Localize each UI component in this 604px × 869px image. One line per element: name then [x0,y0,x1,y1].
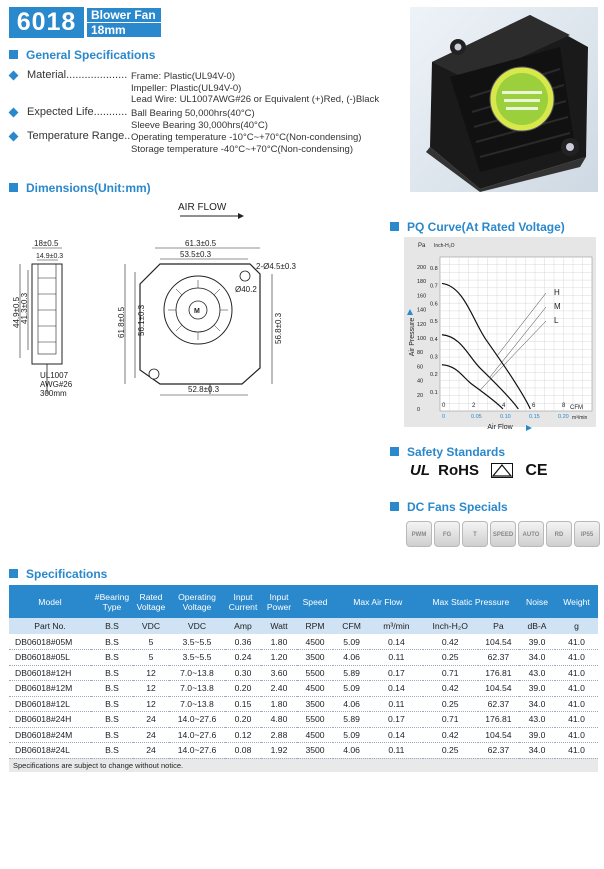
table-cell: 41.0 [555,650,598,666]
table-cell: 5.09 [333,727,370,743]
table-cell: 5.89 [333,712,370,728]
pq-pa-tick: 160 [417,293,427,300]
unit-cell: Watt [261,618,297,634]
dc-feature-label: PWM [411,532,427,538]
left-height-label: 61.8±0.5 [117,306,126,338]
table-cell: 0.11 [370,696,422,712]
table-cell: B.S [91,681,133,697]
table-cell: 5.09 [333,681,370,697]
product-photo [410,7,598,192]
pq-m3-tick: 0.15 [529,414,540,420]
pq-unit-m3: m³/min [572,415,588,421]
table-cell: DB06018#12M [9,681,91,697]
temperature-value: Operating temperature -10°C~+70°C(Non-condensing) [131,132,362,143]
unit-cell: VDC [169,618,225,634]
diamond-bullet-icon [9,71,19,81]
life-value: Sleeve Bearing 30,000hrs(40°C) [131,119,268,131]
table-cell: 0.17 [370,712,422,728]
table-cell: 41.0 [555,665,598,681]
dc-feature-label: FG [442,532,452,538]
table-row [9,665,598,681]
pq-pa-tick: 80 [417,350,424,357]
diamond-bullet-icon [9,132,19,142]
table-cell: B.S [91,743,133,759]
table-cell: 0.25 [423,743,478,759]
table-cell: 176.81 [478,712,519,728]
top-width-inner-label: 53.5±0.3 [180,250,212,259]
table-cell: 0.71 [423,712,478,728]
table-cell: 1.80 [261,634,297,650]
table-cell: 0.12 [225,727,261,743]
table-cell: 0.08 [225,743,261,759]
section-marker [9,50,18,59]
table-cell: 43.0 [519,712,555,728]
pq-unit-cfm: CFM [570,405,583,411]
unit-cell: RPM [297,618,333,634]
unit-cell: Pa [478,618,519,634]
table-cell: 4.06 [333,743,370,759]
table-cell: 3.5~5.5 [169,634,225,650]
table-cell: 41.0 [555,743,598,759]
table-cell: 41.0 [555,727,598,743]
table-cell: 2.88 [261,727,297,743]
table-cell: 5.89 [333,665,370,681]
table-cell: 0.36 [225,634,261,650]
table-cell: 24 [133,712,169,728]
table-cell: 0.17 [370,665,422,681]
table-cell: DB06018#24L [9,743,91,759]
pq-pa-tick: 0 [417,407,421,413]
table-cell: 4500 [297,634,333,650]
table-row [9,681,598,697]
table-header-row [9,585,598,618]
wire-spec-line: AWG#26 [40,380,73,389]
table-row [9,634,598,650]
wire-spec-line: UL1007 [40,371,69,380]
table-row [9,712,598,728]
pq-pa-tick: 140 [417,307,427,314]
table-cell: 3500 [297,696,333,712]
table-cell: 0.42 [423,727,478,743]
table-cell: 1.92 [261,743,297,759]
unit-cell: Inch-H₂O [423,618,478,634]
table-cell: 0.14 [370,727,422,743]
dc-heading: DC Fans Specials [407,500,508,514]
model-number: 6018 [9,7,84,38]
side-height-inner-label: 41.3±0.3 [20,292,29,324]
dc-feature-label: SPEED [492,532,514,538]
col-header: Rated Voltage [133,585,169,618]
safety-logos [410,462,548,480]
table-cell: B.S [91,665,133,681]
table-cell: B.S [91,727,133,743]
table-cell: 1.20 [261,650,297,666]
table-cell: 41.0 [555,712,598,728]
dc-feature-icon [574,521,600,547]
temperature-label: Temperature Range.. [27,130,131,142]
table-cell: 41.0 [555,696,598,712]
table-row [9,743,598,759]
table-cell: 0.14 [370,634,422,650]
pq-curve-label: L [554,316,559,325]
table-cell: 0.14 [370,681,422,697]
table-cell: 41.0 [555,681,598,697]
table-cell: 3.5~5.5 [169,650,225,666]
table-cell: 4.06 [333,696,370,712]
pq-pa-tick: 120 [417,321,427,328]
table-cell: 0.25 [423,696,478,712]
pq-inh2o-tick: 0.3 [430,354,438,361]
table-cell: 41.0 [555,634,598,650]
pq-cfm-tick: 8 [562,403,566,409]
pq-inh2o-tick: 0.8 [430,266,438,272]
table-cell: 5 [133,634,169,650]
unit-cell: B.S [91,618,133,634]
pq-curve-label: M [554,302,561,311]
table-cell: 0.42 [423,681,478,697]
table-cell: 43.0 [519,665,555,681]
pq-cfm-tick: 6 [532,403,536,409]
pq-heading: PQ Curve(At Rated Voltage) [407,220,565,234]
unit-cell: VDC [133,618,169,634]
pq-m3-tick: 0.20 [558,414,569,420]
table-cell: DB06018#24M [9,727,91,743]
product-subtitle: 18mm thick [87,23,161,37]
col-header: Weight [555,585,598,618]
pq-inh2o-tick: 0.7 [430,283,438,290]
table-cell: 2.40 [261,681,297,697]
table-cell: 3.60 [261,665,297,681]
pq-xlabel: Air Flow [487,424,513,431]
col-header: Model [9,585,91,618]
table-cell: 104.54 [478,634,519,650]
table-cell: 5500 [297,712,333,728]
table-cell: 0.25 [423,650,478,666]
table-cell: 12 [133,681,169,697]
table-cell: 3500 [297,743,333,759]
diamond-bullet-icon [9,108,19,118]
svg-text:M: M [194,308,200,315]
side-height-label: 44.9±0.5 [12,296,21,328]
dc-feature-label: RD [554,532,564,538]
specs-heading: Specifications [26,567,108,581]
table-cell: 7.0~13.8 [169,681,225,697]
side-width-label: 18±0.5 [34,239,59,248]
table-cell: 104.54 [478,681,519,697]
table-cell: 62.37 [478,743,519,759]
pq-ylabel: Air Pressure [409,317,416,357]
unit-cell: CFM [333,618,370,634]
table-cell: DB06018#12H [9,665,91,681]
table-cell: 1.80 [261,696,297,712]
life-values [131,108,268,131]
table-cell: 0.20 [225,681,261,697]
airflow-label: AIR FLOW [178,202,227,213]
units-row [9,618,598,634]
table-cell: 39.0 [519,634,555,650]
pq-m3-tick: 0.10 [500,414,511,420]
spec-table [9,585,598,772]
dc-feature-icon [434,521,460,547]
unit-cell: Amp [225,618,261,634]
pq-m3-tick: 0.05 [471,414,482,420]
table-cell: 14.0~27.6 [169,727,225,743]
unit-cell: dB-A [519,618,555,634]
section-marker [9,569,18,578]
material-value: Frame: Plastic(UL94V-0) [131,71,236,82]
pq-pa-tick: 40 [417,378,424,385]
tuv-logo-icon [491,463,513,478]
table-cell: 0.42 [423,634,478,650]
col-header: Max Air Flow [333,585,423,618]
table-cell: 62.37 [478,650,519,666]
table-cell: 104.54 [478,727,519,743]
section-marker [390,222,399,231]
left-height-inner-label: 56.1±0.3 [137,304,146,336]
table-cell: 0.11 [370,743,422,759]
pq-cfm-tick: 2 [472,403,476,409]
table-cell: 0.30 [225,665,261,681]
pq-cfm-tick: 0 [442,403,446,409]
pq-unit-pa: Pa [418,243,426,249]
pq-inh2o-tick: 0.1 [430,389,438,396]
table-cell: DB06018#05M [9,634,91,650]
table-cell: 34.0 [519,696,555,712]
temperature-value: Storage temperature -40°C~+70°C(Non-condensing) [131,143,353,155]
section-marker [390,502,399,511]
table-cell: 7.0~13.8 [169,665,225,681]
section-marker [9,183,18,192]
table-cell: 0.11 [370,650,422,666]
table-cell: 14.0~27.6 [169,712,225,728]
table-cell: 0.20 [225,712,261,728]
table-cell: B.S [91,634,133,650]
pq-inh2o-tick: 0.6 [430,301,438,308]
header [9,7,209,51]
table-note: Specifications are subject to change without notice. [9,758,598,772]
table-cell: 24 [133,743,169,759]
table-cell: 4.80 [261,712,297,728]
table-cell: 12 [133,665,169,681]
pq-m3-tick: 0 [442,414,446,420]
life-label: Expected Life........... [27,106,128,118]
table-cell: 24 [133,727,169,743]
hub-diameter-label: Ø40.2 [235,285,257,294]
general-heading: General Specifications [26,48,156,62]
col-header: #Bearing Type [91,585,133,618]
top-width-label: 61.3±0.5 [185,239,217,248]
table-cell: DB06018#24H [9,712,91,728]
table-note-row [9,758,598,772]
material-value: Impeller: Plastic(UL94V-0) [131,82,242,94]
table-cell: 3500 [297,650,333,666]
table-cell: 34.0 [519,650,555,666]
dc-feature-label: IP55 [580,532,594,538]
pq-pa-tick: 180 [417,279,427,286]
table-cell: DB06018#12L [9,696,91,712]
pq-inh2o-tick: 0.4 [430,336,438,343]
table-cell: 39.0 [519,727,555,743]
table-cell: 5 [133,650,169,666]
table-cell: 5.09 [333,634,370,650]
table-cell: 4500 [297,681,333,697]
safety-heading: Safety Standards [407,445,506,459]
table-row [9,650,598,666]
bottom-width-label: 52.8±0.3 [188,385,220,394]
pq-pa-tick: 200 [417,265,427,271]
unit-cell: m³/min [370,618,422,634]
col-header: Max Static Pressure [423,585,519,618]
section-marker [390,447,399,456]
dimension-drawing [10,198,310,413]
col-header: Speed [297,585,333,618]
pq-chart [404,237,596,432]
table-cell: 4.06 [333,650,370,666]
pq-inh2o-tick: 0.2 [430,372,438,379]
table-cell: 176.81 [478,665,519,681]
table-cell: 34.0 [519,743,555,759]
dimensions-heading: Dimensions(Unit:mm) [26,181,151,195]
material-label: Material.................... [27,69,128,81]
side-width-inner-label: 14.9±0.3 [36,253,64,260]
pq-pa-tick: 100 [417,336,427,342]
table-cell: B.S [91,712,133,728]
table-cell: B.S [91,650,133,666]
dc-feature-icon [546,521,572,547]
col-header: Input Power [261,585,297,618]
material-values [131,71,379,106]
table-cell: B.S [91,696,133,712]
dc-feature-icon [518,521,544,547]
rohs-logo: RoHS [438,462,480,479]
table-cell: 12 [133,696,169,712]
pq-pa-tick: 60 [417,364,424,371]
table-row [9,696,598,712]
ce-logo: CE [525,462,548,479]
table-cell: 0.71 [423,665,478,681]
dc-feature-label: T [473,532,477,538]
pq-curve-label: H [554,288,560,297]
col-header: Noise [519,585,555,618]
dc-feature-label: AUTO [522,532,540,538]
temperature-values [131,132,361,155]
material-value: Lead Wire: UL1007AWG#26 or Equivalent (+)Red, (-)Black [131,94,380,105]
table-cell: 39.0 [519,681,555,697]
table-row [9,727,598,743]
unit-cell: Part No. [9,618,91,634]
pq-pa-tick: 20 [417,392,424,399]
col-header: Operating Voltage [169,585,225,618]
dc-feature-icon [406,521,432,547]
pq-unit-inh2o: Inch-H₂O [434,243,455,249]
blower-fan-image [410,7,598,192]
col-header: Input Current [225,585,261,618]
table-cell: 62.37 [478,696,519,712]
table-cell: DB06018#05L [9,650,91,666]
unit-cell: g [555,618,598,634]
table-cell: 0.15 [225,696,261,712]
table-cell: 7.0~13.8 [169,696,225,712]
table-cell: 4500 [297,727,333,743]
dc-feature-icon [462,521,488,547]
holes-label: 2-Ø4.5±0.3 [256,262,296,271]
right-height-label: 56.8±0.3 [274,312,283,344]
pq-cfm-tick: 4 [502,403,506,409]
product-title: Blower Fan [87,8,161,22]
ul-logo-icon: UL [410,462,430,479]
wire-spec-line: 300mm [40,389,67,398]
table-cell: 14.0~27.6 [169,743,225,759]
table-cell: 0.24 [225,650,261,666]
dc-feature-icon [490,521,516,547]
pq-inh2o-tick: 0.5 [430,319,438,326]
life-value: Ball Bearing 50,000hrs(40°C) [131,108,255,119]
table-cell: 5500 [297,665,333,681]
